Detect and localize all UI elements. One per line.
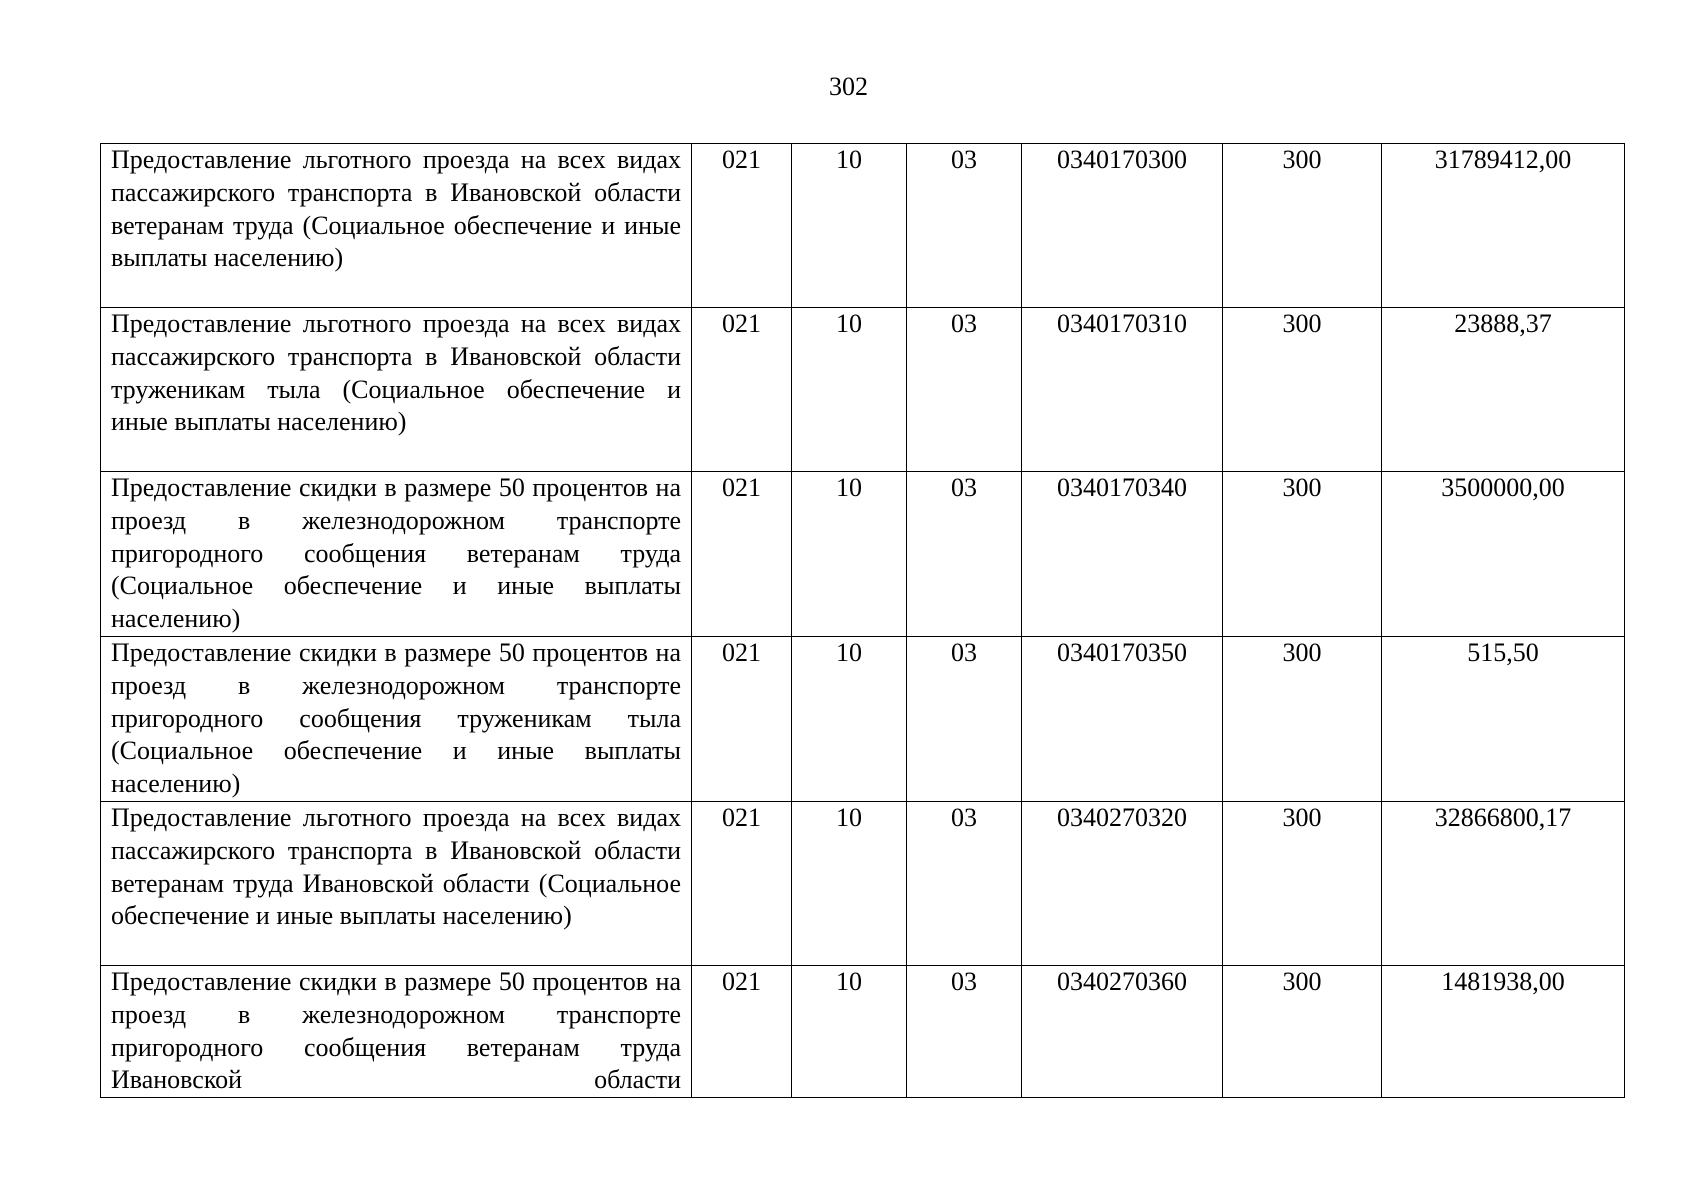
row-description: Предоставление скидки в размере 50 процентов на проезд в железнодорожном транспорте пригородного сообщения ветеранам труда Ивановской области <box>101 965 692 1097</box>
amount: 3500000,00 <box>1382 472 1625 637</box>
target-article-code: 0340170310 <box>1022 308 1223 472</box>
subsection-code: 03 <box>907 472 1022 637</box>
table-row <box>101 965 1625 1097</box>
table-row <box>101 636 1625 801</box>
subsection-code: 03 <box>907 308 1022 472</box>
expense-type-code: 300 <box>1223 801 1382 965</box>
page-number: 302 <box>829 72 868 101</box>
ministry-code: 021 <box>692 636 792 801</box>
section-code: 10 <box>792 636 907 801</box>
subsection-code: 03 <box>907 144 1022 308</box>
ministry-code: 021 <box>692 801 792 965</box>
ministry-code: 021 <box>692 144 792 308</box>
row-description: Предоставление скидки в размере 50 процентов на проезд в железнодорожном транспорте пригородного сообщения труженикам тыла (Социальное обеспечение и иные выплаты населению) <box>101 636 692 801</box>
section-code: 10 <box>792 472 907 637</box>
target-article-code: 0340270360 <box>1022 965 1223 1097</box>
target-article-code: 0340170340 <box>1022 472 1223 637</box>
ministry-code: 021 <box>692 308 792 472</box>
expense-type-code: 300 <box>1223 472 1382 637</box>
table-row <box>101 472 1625 637</box>
expense-type-code: 300 <box>1223 965 1382 1097</box>
expense-type-code: 300 <box>1223 308 1382 472</box>
target-article-code: 0340170350 <box>1022 636 1223 801</box>
table-row <box>101 308 1625 472</box>
expense-type-code: 300 <box>1223 144 1382 308</box>
subsection-code: 03 <box>907 636 1022 801</box>
amount: 515,50 <box>1382 636 1625 801</box>
target-article-code: 0340170300 <box>1022 144 1223 308</box>
amount: 23888,37 <box>1382 308 1625 472</box>
amount: 32866800,17 <box>1382 801 1625 965</box>
table-row <box>101 801 1625 965</box>
table-row <box>101 144 1625 308</box>
amount: 1481938,00 <box>1382 965 1625 1097</box>
ministry-code: 021 <box>692 965 792 1097</box>
row-description: Предоставление льготного проезда на всех видах пассажирского транспорта в Ивановской области ветеранам труда (Социальное обеспечение и иные выплаты населению) <box>101 144 692 308</box>
target-article-code: 0340270320 <box>1022 801 1223 965</box>
subsection-code: 03 <box>907 965 1022 1097</box>
subsection-code: 03 <box>907 801 1022 965</box>
budget-table <box>100 143 1625 1098</box>
row-description: Предоставление льготного проезда на всех видах пассажирского транспорта в Ивановской области ветеранам труда Ивановской области (Социальное обеспечение и иные выплаты населению) <box>101 801 692 965</box>
section-code: 10 <box>792 144 907 308</box>
section-code: 10 <box>792 308 907 472</box>
ministry-code: 021 <box>692 472 792 637</box>
amount: 31789412,00 <box>1382 144 1625 308</box>
row-description: Предоставление льготного проезда на всех видах пассажирского транспорта в Ивановской области труженикам тыла (Социальное обеспечение и иные выплаты населению) <box>101 308 692 472</box>
expense-type-code: 300 <box>1223 636 1382 801</box>
row-description: Предоставление скидки в размере 50 процентов на проезд в железнодорожном транспорте пригородного сообщения ветеранам труда (Социальное обеспечение и иные выплаты населению) <box>101 472 692 637</box>
section-code: 10 <box>792 965 907 1097</box>
section-code: 10 <box>792 801 907 965</box>
